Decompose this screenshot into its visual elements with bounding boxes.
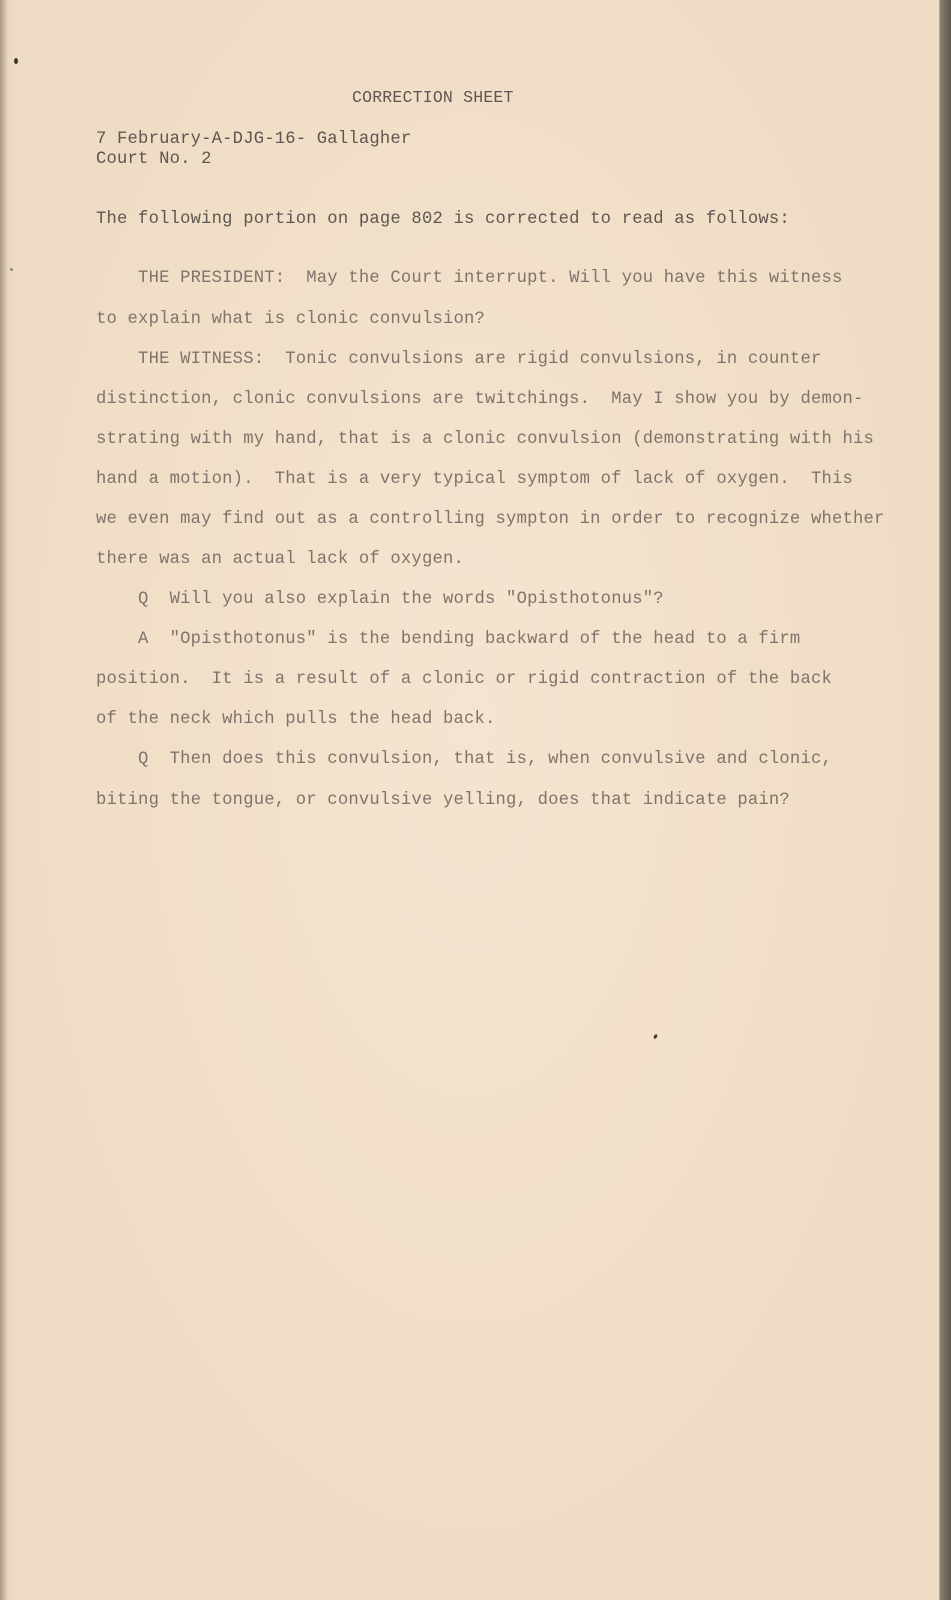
body-line: THE WITNESS: Tonic convulsions are rigid convulsions, in counter [96, 350, 822, 369]
body-line: biting the tongue, or convulsive yelling, does that indicate pain? [96, 791, 790, 810]
body-line: distinction, clonic convulsions are twitchings. May I show you by demon- [96, 390, 864, 409]
header-line-date-case: 7 February-A-DJG-16- Gallagher [96, 130, 412, 149]
document-title: CORRECTION SHEET [352, 88, 514, 107]
body-line: A "Opisthotonus" is the bending backward of the head to a firm [96, 630, 801, 649]
body-line: hand a motion). That is a very typical symptom of lack of oxygen. This [96, 470, 854, 489]
body-line: Q Will you also explain the words "Opisthotonus"? [96, 590, 664, 609]
body-line: position. It is a result of a clonic or rigid contraction of the back [96, 670, 832, 689]
page-left-edge [0, 0, 8, 1600]
header-line-court: Court No. 2 [96, 150, 212, 169]
body-line: strating with my hand, that is a clonic convulsion (demonstrating with his [96, 430, 875, 449]
page-right-edge [940, 0, 951, 1600]
body-line: there was an actual lack of oxygen. [96, 550, 464, 569]
paper-speck [10, 268, 13, 271]
intro-line: The following portion on page 802 is corrected to read as follows: [96, 210, 790, 229]
body-line: of the neck which pulls the head back. [96, 710, 496, 729]
body-line: THE PRESIDENT: May the Court interrupt. Will you have this witness [96, 269, 843, 288]
body-line: to explain what is clonic convulsion? [96, 310, 486, 329]
paper-speck [14, 58, 18, 64]
body-line: we even may find out as a controlling sympton in order to recognize whether [96, 510, 885, 529]
body-line: Q Then does this convulsion, that is, when convulsive and clonic, [96, 750, 832, 769]
